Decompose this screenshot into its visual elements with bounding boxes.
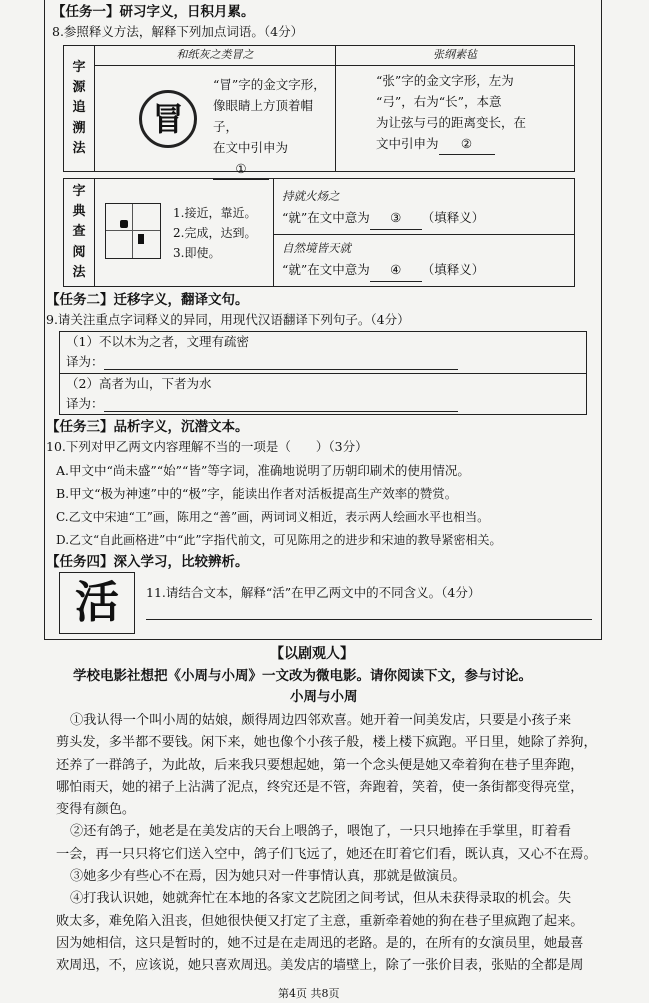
q11-prompt: 11.请结合文本，解释“活”在甲乙两文中的不同含义。（4分） [146,585,481,600]
blank-2[interactable]: ② [439,133,495,155]
option-b[interactable]: B.甲文“极为神速”中的“极”字，能读出作者对活板提高生产效率的赞赏。 [56,486,458,501]
source-right-title: 张纲素毡 [336,46,575,66]
dict-left-cell [95,179,274,287]
sentence-2: （2）高者为山，下者为水 [66,376,212,391]
blank-4[interactable]: ④ [370,259,422,282]
section-intro: 学校电影社想把《小周与小周》一文改为微电影。请你阅读下文，参与讨论。 [73,668,532,684]
story-line: 哪怕雨天，她的裙子上沾满了泥点，终究还是不管，奔跑着，笑着，使一条街都变得亮堂， [56,779,584,795]
story-line: 欢周迅，不，应该说，她只喜欢周迅。美发店的墙壁上，除了一张价目表，张贴的全都是周 [56,958,584,974]
story-line: 变得有颜色。 [56,802,136,818]
story-text [56,710,602,978]
mao-glyph-image: 冒 [139,90,197,148]
blank-3[interactable]: ③ [370,207,422,230]
dict-q4: 自然境皆天就 “就”在文中意为 ④ （填释义） [282,237,484,282]
source-right-text: “张”字的金文字形，左为 “弓”，右为“长”，本意 为让弦与弓的距离变长，在 文中引申为 ② [376,70,526,155]
story-line: ③她多少有些心不在焉，因为她只对一件事情认真，那就是做演员。 [70,869,466,885]
story-line: 剪头发，多半都不要钱。闲下来，她也像个小孩子般，楼上楼下疯跑。平日里，她除了养狗， [56,735,597,751]
dict-table [63,178,575,287]
story-line: ②还有鸽子，她老是在美发店的天台上喂鸽子，喂饱了，一只只地捧在手掌里，盯着看 [70,824,572,840]
dict-q3: 持就火炀之 “就”在文中意为 ③ （填释义） [282,185,484,230]
q9-prompt: 9.请关注重点字词释义的异同，用现代汉语翻译下列句子。（4分） [46,312,410,327]
dict-meanings: 1.接近，靠近。 2.完成，达到。 3.即使。 [173,206,257,260]
story-line: ①我认得一个叫小周的姑娘，颇得周边四邻欢喜。她开着一间美发店，只要是小孩子来 [70,713,572,728]
page-footer: 第4页 共8页 [278,987,340,1000]
q8-prompt: 8.参照释义方法，解释下列加点词语。（4分） [52,24,304,39]
story-line: 因为她相信，这只是暂时的，她不过是在走周迅的老路。是的，在所有的女演员里，她最喜 [56,935,584,951]
option-c[interactable]: C.乙文中宋迪“工”画，陈用之“善”画，两词词义相近，表示两人绘画水平也相当。 [56,510,490,524]
source-table [63,45,575,176]
source-method-label: 字 源 追 溯 法 [64,46,95,172]
answer-line-1[interactable] [104,369,458,370]
story-line: 还养了一群鸽子，为此故，后来我只要想起她，第一个念头便是她又牵着狗在巷子里奔跑， [56,757,584,773]
task4-header: 【任务四】深入学习，比较辨析。 [46,554,249,570]
answer-line-2[interactable] [104,411,458,412]
story-title: 小周与小周 [290,689,358,705]
answer-line-q11[interactable] [146,619,592,620]
task1-header: 【任务一】研习字义，日积月累。 [52,4,255,20]
source-left-title: 和纸灰之类冒之 [95,46,336,66]
task2-header: 【任务二】迁移字义，翻译文句。 [46,292,249,308]
option-d[interactable]: D.乙文“自此画格进”中“此”字指代前文，可见陈用之的进步和宋迪的教导紧密相关。 [56,533,502,547]
section-header: 【以剧观人】 [270,646,354,662]
sentence-1: （1）不以木为之者，文理有疏密 [66,334,249,349]
story-line: ④打我认识她，她就奔忙在本地的各家文艺院团之间考试，但从未获得录取的机会。失 [70,891,572,907]
q10-prompt: 10.下列对甲乙两文内容理解不当的一项是（ ）（3分） [46,439,368,454]
source-left-text: “冒”字的金文字形， 像眼睛上方顶着帽子， 在文中引申为① [213,74,335,180]
dict-method-label: 字 典 查 阅 法 [64,179,95,287]
translate-label-1: 译为： [66,354,104,369]
huo-glyph: 活 [59,572,135,634]
blank-1[interactable]: ① [213,158,269,180]
story-line: 败太多，难免陷入沮丧，但她很快便又打定了主意，重新牵着她的狗在巷子里疯跑了起来。 [56,913,584,929]
story-line: 一会，再一只只将它们送入空中，鸽子们飞远了，她还在盯着它们看，既认真，又心不在焉。 [56,846,597,862]
option-a[interactable]: A.甲文中“尚未盛”“始”“皆”等字词，准确地说明了历朝印刷术的使用情况。 [56,463,470,478]
source-left-cell [95,66,336,176]
task3-header: 【任务三】品析字义，沉潜文本。 [46,419,249,435]
jiu-glyph-image [105,203,161,259]
dict-right-cell [274,179,575,287]
translate-label-2: 译为： [66,396,104,411]
source-right-cell [336,66,575,172]
